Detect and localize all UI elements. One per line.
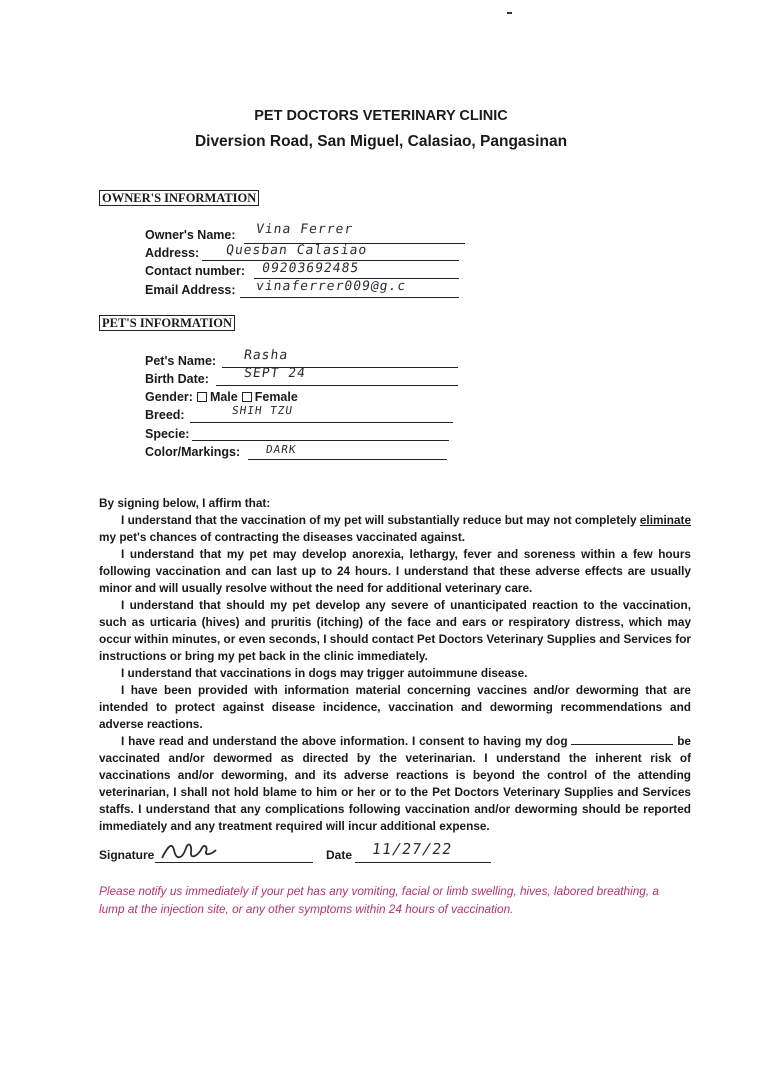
pet-name-value[interactable]: Rasha xyxy=(242,348,290,363)
date-label: Date xyxy=(326,848,353,862)
dog-name-blank[interactable] xyxy=(571,734,673,745)
birth-date-label: Birth Date: xyxy=(145,372,209,386)
owner-name-value[interactable]: Vina Ferrer xyxy=(254,222,355,237)
affirmation-text xyxy=(99,495,691,835)
owner-name-label: Owner's Name: xyxy=(145,228,236,242)
address-value[interactable]: Quesban Calasiao xyxy=(224,243,369,258)
post-vaccination-notice: Please notify us immediately if your pet has any vomiting, facial or limb swelling, hives, labored breathing, a lump at the injection site, or any other symptoms within 24 hours of vaccination. xyxy=(99,884,659,916)
contact-value[interactable]: 09203692485 xyxy=(260,261,361,276)
breed-label: Breed: xyxy=(145,408,185,422)
owner-section-heading: OWNER'S INFORMATION xyxy=(99,190,259,206)
affirmation-p3: I understand that should my pet develop any severe of unanticipated reaction to the vaccination, such as urticaria (hives) and pruritis (itching) of the face and ears or respiratory distress, which may occur within minutes, or even seconds, I should contact Pet Doctors Veterinary Supplies and Services for instructions or bring my pet back in the clinic immediately. xyxy=(99,598,691,663)
specie-label: Specie: xyxy=(145,427,190,441)
email-label: Email Address: xyxy=(145,283,236,297)
address-label: Address: xyxy=(145,246,200,260)
pet-section-heading: PET'S INFORMATION xyxy=(99,315,235,331)
clinic-address: Diversion Road, San Miguel, Calasiao, Pangasinan xyxy=(194,133,568,150)
gender-label: Gender: xyxy=(145,390,193,404)
breed-line[interactable] xyxy=(190,422,453,423)
color-value[interactable]: DARK xyxy=(265,443,298,456)
date-value[interactable]: 11/27/22 xyxy=(370,840,454,858)
female-checkbox[interactable] xyxy=(242,392,252,402)
signature-label: Signature xyxy=(99,848,155,862)
affirmation-p2: I understand that my pet may develop anorexia, lethargy, fever and soreness within a few hours following vaccination and can last up to 24 hours. I understand that these adverse effects are usually minor and will usually resolve without the need for additional veterinary care. xyxy=(99,547,691,595)
male-checkbox[interactable] xyxy=(197,392,207,402)
specie-line[interactable] xyxy=(192,440,449,441)
color-line[interactable] xyxy=(248,459,447,460)
gender-field xyxy=(145,390,298,404)
male-label: Male xyxy=(209,390,238,404)
email-line[interactable] xyxy=(240,297,459,298)
affirmation-p1: I understand that the vaccination of my pet will substantially reduce but may not completely eliminate my pet's chances of contracting the diseases vaccinated against. xyxy=(99,513,692,544)
affirmation-p5: I have been provided with information material concerning vaccines and/or deworming that are intended to protect against disease incidence, vaccination and deworming recommendations and adverse reactions. xyxy=(99,683,691,731)
date-line[interactable] xyxy=(355,862,491,863)
pet-name-label: Pet's Name: xyxy=(145,354,217,368)
scan-mark xyxy=(507,12,512,14)
female-label: Female xyxy=(254,390,298,404)
birth-date-line[interactable] xyxy=(216,385,458,386)
clinic-name: PET DOCTORS VETERINARY CLINIC xyxy=(254,108,508,124)
affirmation-intro: By signing below, I affirm that: xyxy=(99,496,271,510)
affirmation-p4: I understand that vaccinations in dogs may trigger autoimmune disease. xyxy=(121,666,528,680)
affirmation-p6: I have read and understand the above information. I consent to having my dog be vaccinated and/or dewormed as directed by the veterinarian. I understand the inherent risk of vaccinations and/or deworming, and its adverse reactions is beyond the control of the attending veterinarian, I shall not hold blame to him or her or to the Pet Doctors Veterinary Supplies and Services staffs. I understand that any complications following vaccination and/or deworming should be reported immediately and any treatment required will incur additional expense. xyxy=(99,734,691,833)
breed-value[interactable]: SHIH TZU xyxy=(231,404,294,417)
signature-image xyxy=(158,836,228,866)
color-label: Color/Markings: xyxy=(145,445,241,459)
birth-date-value[interactable]: SEPT 24 xyxy=(242,366,307,381)
contact-label: Contact number: xyxy=(145,264,245,278)
email-value[interactable]: vinaferrer009@g.c xyxy=(254,279,408,294)
